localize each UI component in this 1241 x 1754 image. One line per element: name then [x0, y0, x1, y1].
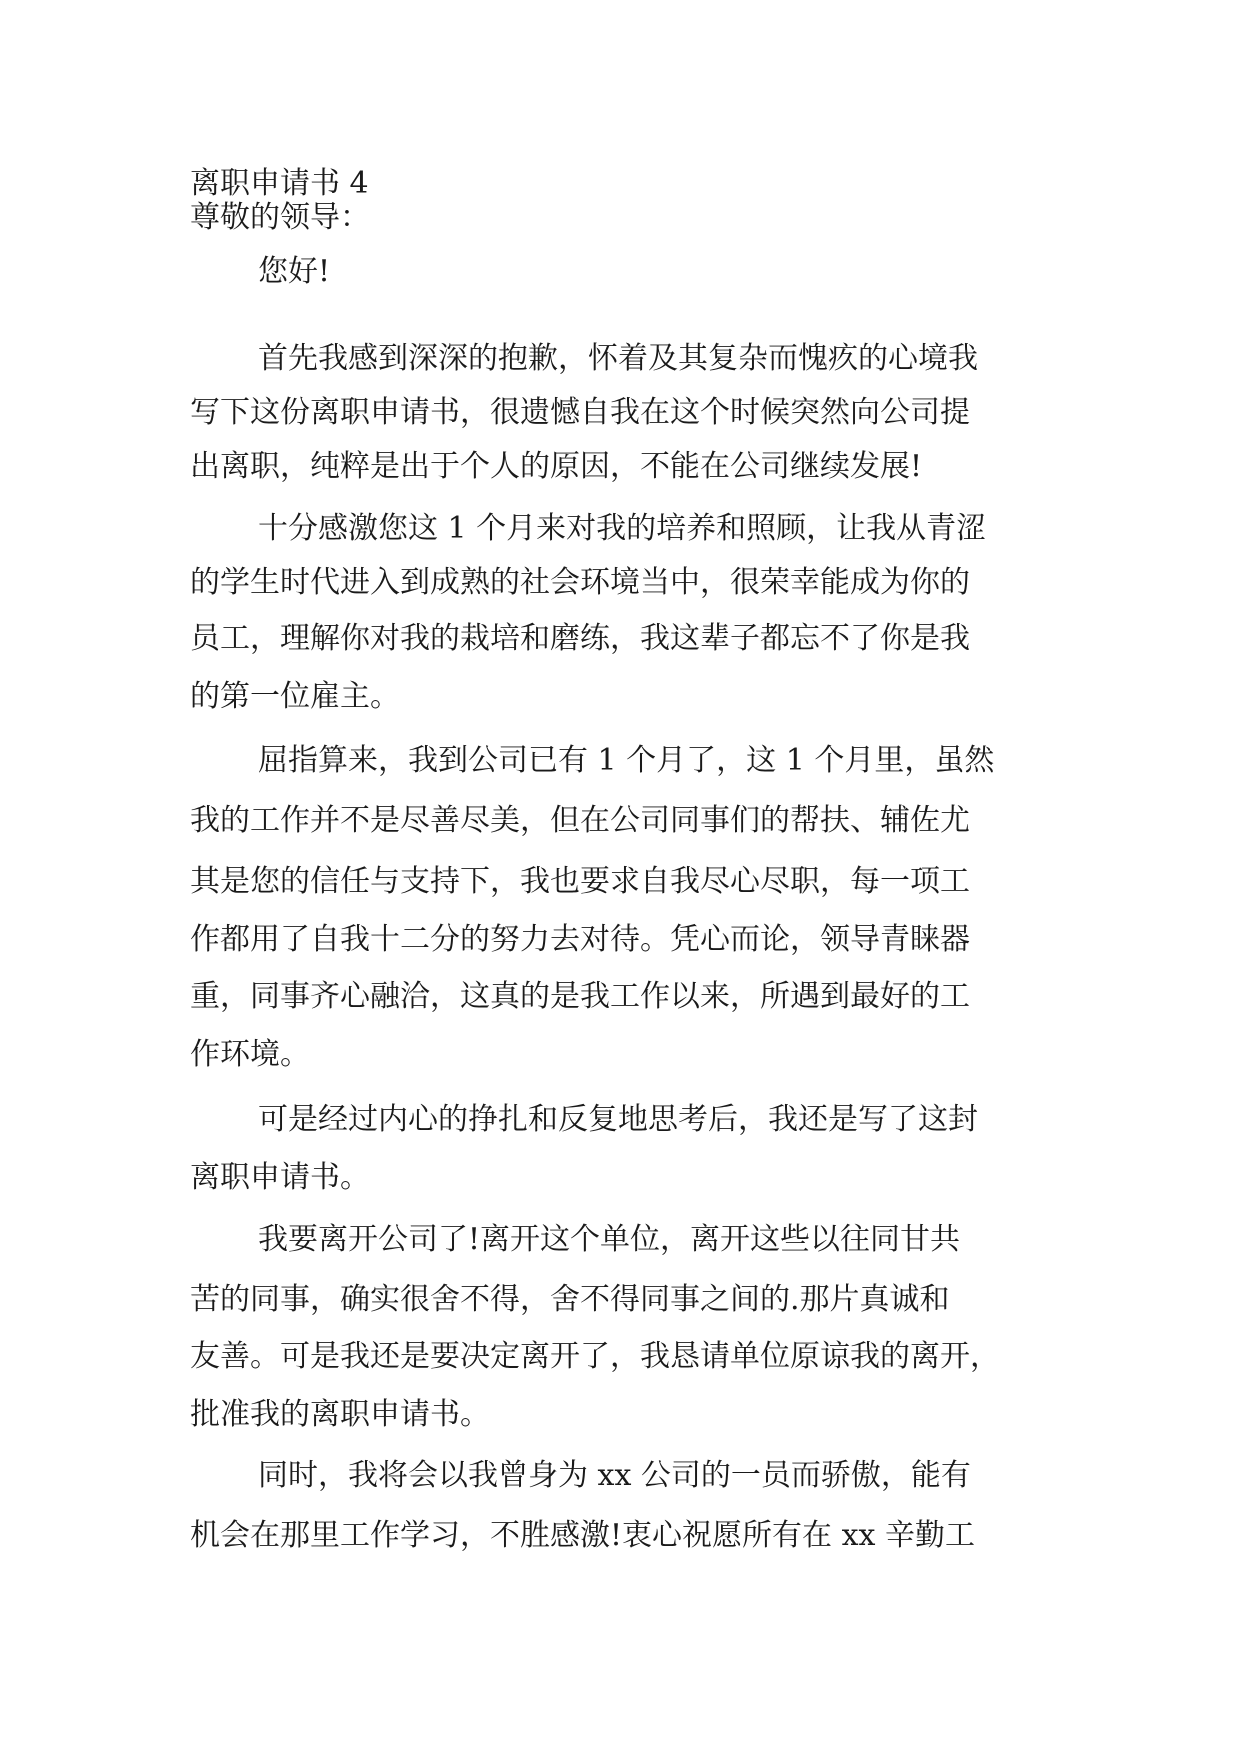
paragraph-line: 可是经过内心的挣扎和反复地思考后，我还是写了这封 — [258, 1102, 978, 1137]
paragraph-line: 重，同事齐心融洽，这真的是我工作以来，所遇到最好的工 — [190, 979, 970, 1014]
paragraph-line: 作环境。 — [190, 1037, 310, 1072]
paragraph-line: 的第一位雇主。 — [190, 679, 400, 714]
salutation: 尊敬的领导： — [190, 200, 370, 235]
paragraph-line: 出离职，纯粹是出于个人的原因，不能在公司继续发展! — [190, 449, 923, 484]
paragraph-line: 屈指算来，我到公司已有 1 个月了，这 1 个月里，虽然 — [258, 743, 995, 778]
paragraph-line: 我的工作并不是尽善尽美，但在公司同事们的帮扶、辅佐尤 — [190, 803, 970, 838]
paragraph-line: 离职申请书。 — [190, 1160, 370, 1195]
paragraph-line: 机会在那里工作学习，不胜感激!衷心祝愿所有在 xx 辛勤工 — [190, 1518, 975, 1553]
document-title: 离职申请书 4 — [190, 166, 369, 201]
paragraph-line: 写下这份离职申请书，很遗憾自我在这个时候突然向公司提 — [190, 395, 970, 430]
paragraph-line: 苦的同事，确实很舍不得，舍不得同事之间的.那片真诚和 — [190, 1282, 950, 1317]
paragraph-line: 员工，理解你对我的栽培和磨练，我这辈子都忘不了你是我 — [190, 621, 970, 656]
paragraph-line: 作都用了自我十二分的努力去对待。凭心而论，领导青睐器 — [190, 922, 970, 957]
paragraph-line: 十分感激您这 1 个月来对我的培养和照顾，让我从青涩 — [258, 511, 987, 546]
paragraph-line: 首先我感到深深的抱歉，怀着及其复杂而愧疚的心境我 — [258, 341, 978, 376]
paragraph-line: 的学生时代进入到成熟的社会环境当中，很荣幸能成为你的 — [190, 565, 970, 600]
greeting: 您好! — [258, 254, 331, 289]
paragraph-line: 其是您的信任与支持下，我也要求自我尽心尽职，每一项工 — [190, 864, 970, 899]
paragraph-line: 批准我的离职申请书。 — [190, 1397, 490, 1432]
paragraph-line: 同时，我将会以我曾身为 xx 公司的一员而骄傲，能有 — [258, 1458, 971, 1493]
paragraph-line: 友善。可是我还是要决定离开了，我恳请单位原谅我的离开， — [190, 1339, 1000, 1374]
paragraph-line: 我要离开公司了!离开这个单位，离开这些以往同甘共 — [258, 1222, 961, 1257]
